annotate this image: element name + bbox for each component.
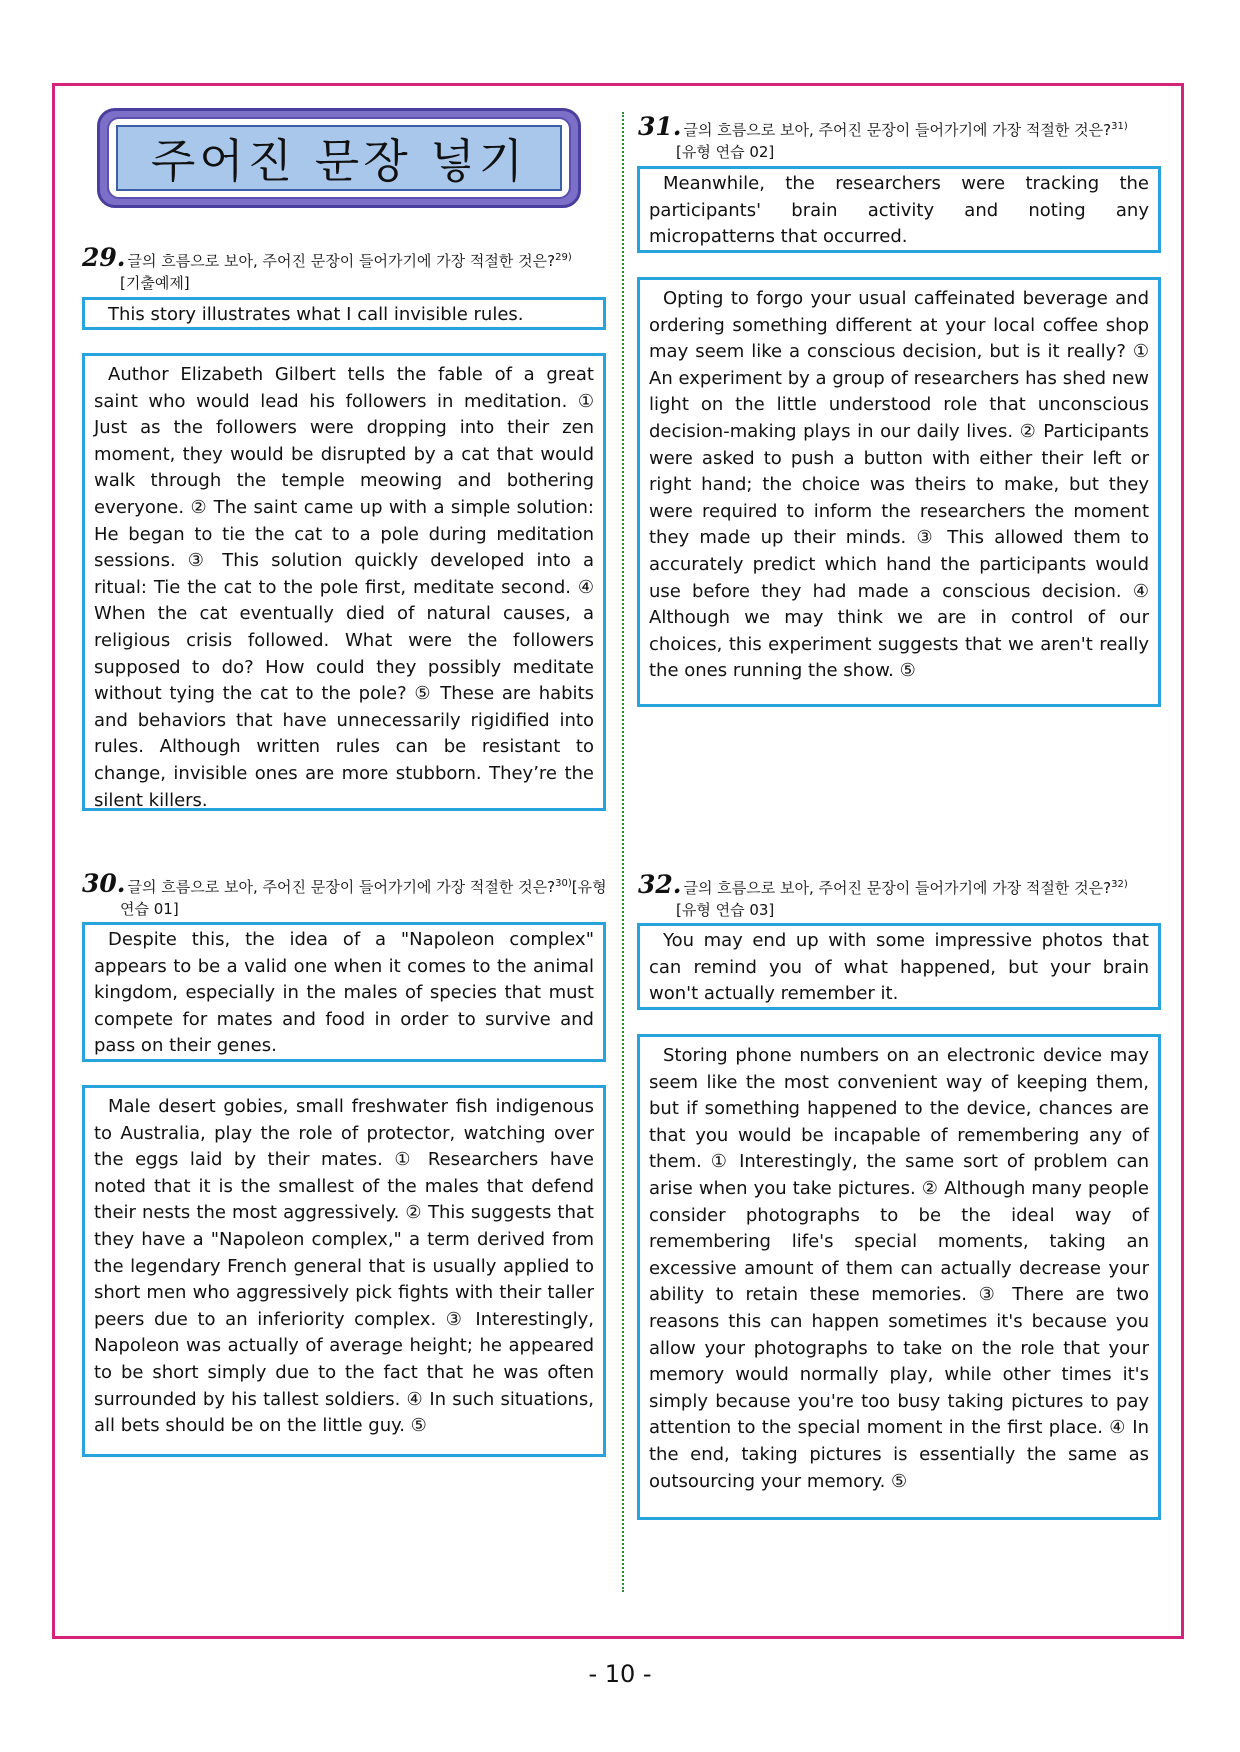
question-number: 30. [82,869,126,898]
column-divider [622,112,624,1592]
question-prompt: 글의 흐름으로 보아, 주어진 문장이 들어가기에 가장 적절한 것은? [127,878,556,896]
question-prompt: 글의 흐름으로 보아, 주어진 문장이 들어가기에 가장 적절한 것은? [683,121,1112,139]
question-tag: [유형 연습 03] [676,901,775,919]
question-31-header [638,112,1178,163]
question-29-header [82,243,612,294]
question-tag: [기출예제] [120,274,190,292]
section-title-banner [97,108,581,208]
footnote-ref: 29) [555,252,572,263]
question-29-given-sentence [82,297,606,330]
question-32-header [638,870,1178,921]
footnote-ref: 31) [1111,121,1128,132]
question-30-passage [82,1085,606,1457]
question-prompt: 글의 흐름으로 보아, 주어진 문장이 들어가기에 가장 적절한 것은? [683,879,1112,897]
given-sentence-text: You may end up with some impressive photos that can remind you of what happened, but your brain won't actually remember it. [649,930,1149,1005]
footnote-ref: 32) [1111,879,1128,890]
question-32-passage [637,1034,1161,1520]
passage-text: Storing phone numbers on an electronic device may seem like the most convenient way of keeping them, but if something happened to the device, chances are that you would be incapable of remembering any of them. ① Interestingly, the same sort of problem can arise when you take pictures. ② Although many people consider photographs to be the ideal way of remembering life's special moments, taking an excessive amount of them can actually decrease your ability to retain these memories. ③ There are two reasons this can happen sometimes it's because you allow your photographs to take on the role that your memory would normally play, while other times it's simply because you're too busy taking pictures to pay attention to the special moment in the first place. ④ In the end, taking pictures is essentially the same as outsourcing your memory. ⑤ [649,1045,1149,1492]
question-number: 31. [638,112,682,141]
given-sentence-text: Despite this, the idea of a "Napoleon complex" appears to be a valid one when it comes to the animal kingdom, especially in the males of species that must compete for mates and food in order to survive and pass on their genes. [94,929,594,1057]
question-29-passage [82,353,606,811]
question-number: 32. [638,870,682,899]
question-31-given-sentence [637,166,1161,253]
question-tag: [유형 연습 02] [676,143,775,161]
passage-text: Male desert gobies, small freshwater fish indigenous to Australia, play the role of protector, watching over the eggs laid by their mates. ① Researchers have noted that it is the smallest of the males that defend their nests the most aggressively. ② This suggests that they have a "Napoleon complex," a term derived from the legendary French general that is usually applied to short men who aggressively pick fights with their taller peers due to an inferiority complex. ③ Interestingly, Napoleon was actually of average height; he appeared to be short simply due to the fact that he was often surrounded by his tallest soldiers. ④ In such situations, all bets should be on the little guy. ⑤ [94,1096,594,1437]
footnote-ref: 30) [555,878,572,889]
question-tag: [유형 연습 01] [120,878,607,918]
question-number: 29. [82,243,126,272]
section-title: 주어진 문장 넣기 [150,134,528,188]
question-30-given-sentence [82,922,606,1062]
given-sentence-text: This story illustrates what I call invisible rules. [108,304,524,325]
question-31-passage [637,277,1161,707]
question-32-given-sentence [637,923,1161,1010]
passage-text: Opting to forgo your usual caffeinated beverage and ordering something different at your local coffee shop may seem like a conscious decision, but is it really? ① An experiment by a group of researchers has shed new light on the little understood role that unconscious decision-making plays in our daily lives. ② Participants were asked to push a button with either their left or right hand; the choice was theirs to make, but they were required to inform the researchers the moment they made up their minds. ③ This allowed them to accurately predict which hand the participants would use before they had made a conscious decision. ④ Although we may think we are in control of our choices, this experiment suggests that we aren't really the ones running the show. ⑤ [649,288,1149,682]
question-prompt: 글의 흐름으로 보아, 주어진 문장이 들어가기에 가장 적절한 것은? [127,252,556,270]
page-number: - 10 - [588,1660,652,1688]
question-30-header [82,869,612,920]
given-sentence-text: Meanwhile, the researchers were tracking the participants' brain activity and noting any micropatterns that occurred. [649,173,1149,248]
passage-text: Author Elizabeth Gilbert tells the fable of a great saint who would lead his followers in meditation. ① Just as the followers were dropping into their zen moment, they would be disrupted by a cat that would walk through the temple meowing and bothering everyone. ② The saint came up with a simple solution: He began to tie the cat to a pole during meditation sessions. ③ This solution quickly developed into a ritual: Tie the cat to the pole first, meditate second. ④ When the cat eventually died of natural causes, a religious crisis followed. What were the followers supposed to do? How could they possibly meditate without tying the cat to the pole? ⑤ These are habits and behaviors that have unnecessarily rigidified into rules. Although written rules can be resistant to change, invisible ones are more stubborn. They’re the silent killers. [94,364,594,811]
